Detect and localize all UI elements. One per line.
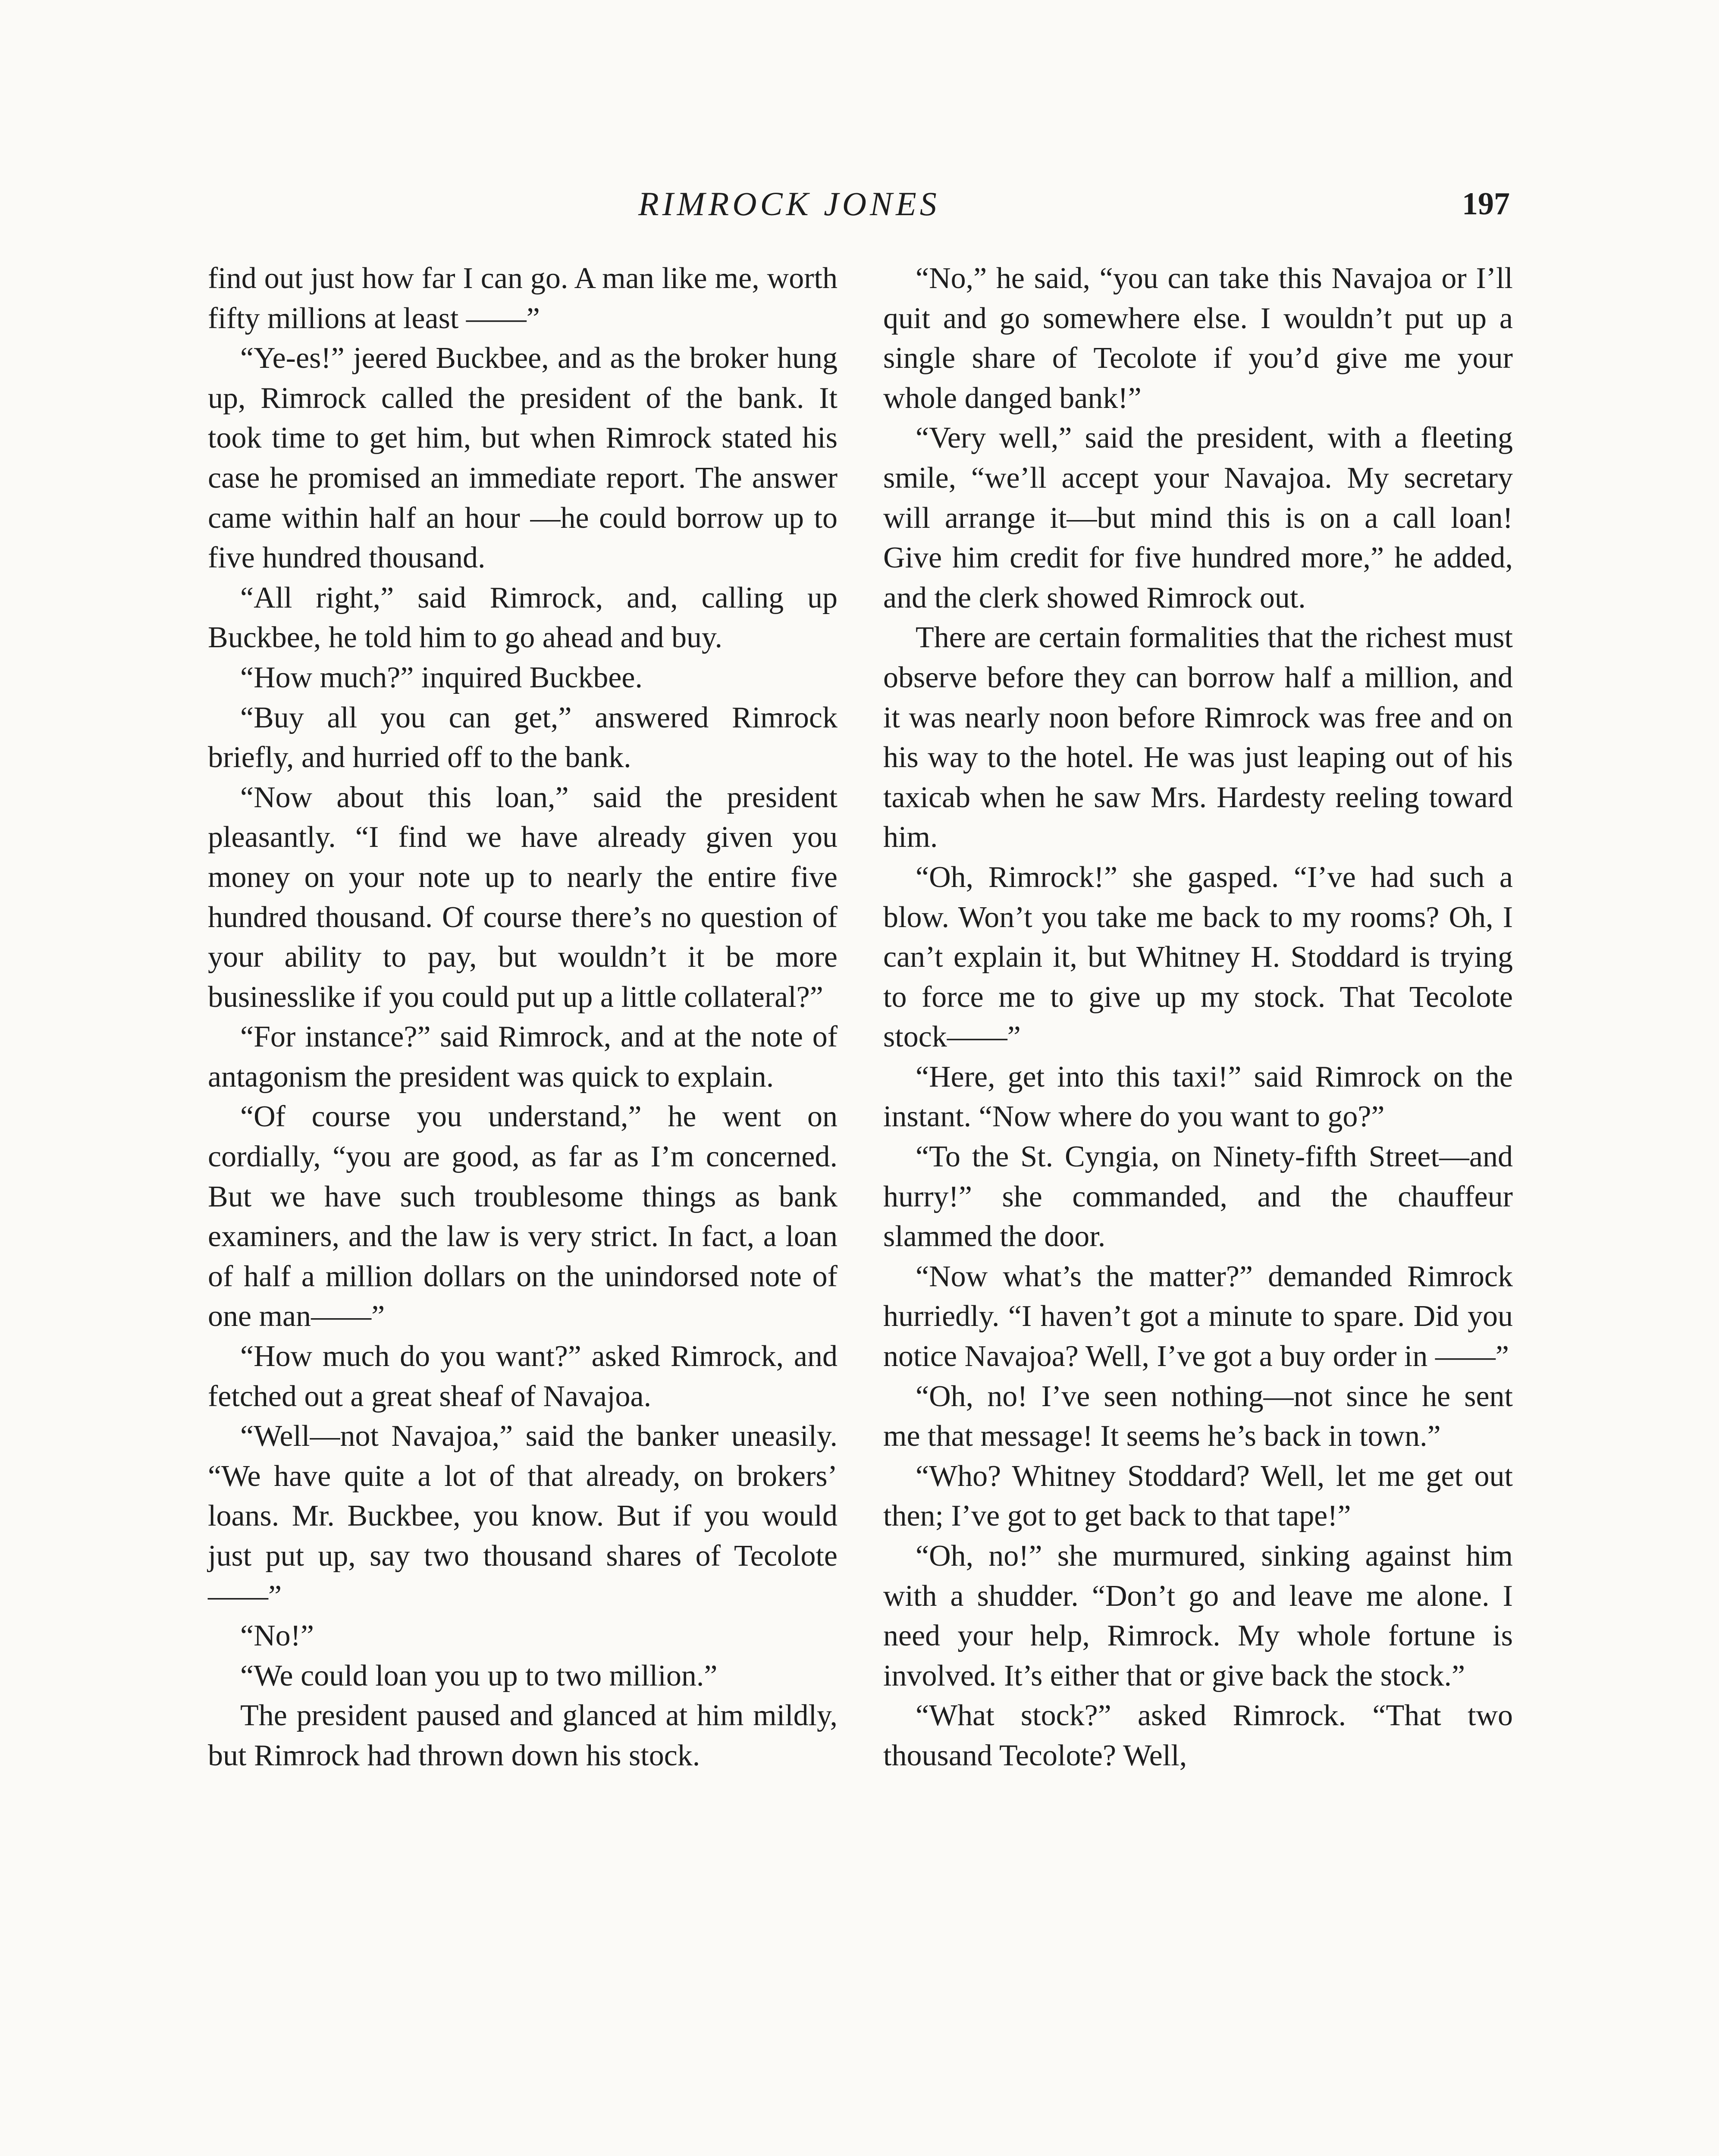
paragraph: “Here, get into this taxi!” said Rimrock on the instant. “Now where do you want to go?”	[883, 1060, 1513, 1134]
paragraph: “Now what’s the matter?” demanded Rimrock hurriedly. “I haven’t got a minute to spare. Did you notice Navajoa? Well, I’ve got a buy order in ——”	[883, 1260, 1513, 1373]
paragraph: “How much do you want?” asked Rimrock, and fetched out a great sheaf of Navajoa.	[208, 1340, 838, 1413]
paragraph: There are certain formalities that the richest must observe before they can borrow half a million, and it was nearly noon before Rimrock was free and on his way to the hotel. He was just leaping out of his taxicab when he saw Mrs. Hardesty reeling toward him.	[883, 621, 1513, 854]
running-title: RIMROCK JONES	[638, 185, 940, 222]
paragraph: “We could loan you up to two million.”	[240, 1659, 718, 1692]
paragraph: “Very well,” said the president, with a fleeting smile, “we’ll accept your Navajoa. My secretary will arrange it—but mind this is on a call loan! Give him credit for five hundred more,” he added, and the clerk showed Rimrock out.	[883, 421, 1513, 614]
paragraph: “No,” he said, “you can take this Navajoa or I’ll quit and go somewhere else. I wouldn’t put up a single share of Tecolote if you’d give me your whole danged bank!”	[883, 262, 1513, 415]
paragraph: “Well—not Navajoa,” said the banker uneasily. “We have quite a lot of that already, on brokers’ loans. Mr. Buckbee, you know. But if you would just put up, say two thousand shares of Tecolote——”	[208, 1420, 838, 1613]
left-column	[208, 259, 838, 1776]
paragraph: “Oh, no! I’ve seen nothing—not since he sent me that message! It seems he’s back in town.”	[883, 1379, 1513, 1453]
paragraph: The president paused and glanced at him mildly, but Rimrock had thrown down his stock.	[208, 1699, 838, 1772]
paragraph: “How much?” inquired Buckbee.	[240, 661, 643, 694]
paragraph: find out just how far I can go. A man like me, worth fifty millions at least ——”	[208, 262, 838, 335]
paragraph: “Of course you understand,” he went on cordially, “you are good, as far as I’m concerned. But we have such troublesome things as bank examiners, and the law is very strict. In fact, a loan of half a million dollars on the unindorsed note of one man——”	[208, 1100, 838, 1333]
paragraph: “To the St. Cyngia, on Ninety-fifth Street—and hurry!” she commanded, and the chauffeur slammed the door.	[883, 1140, 1513, 1253]
paragraph: “Ye-es!” jeered Buckbee, and as the broker hung up, Rimrock called the president of the bank. It took time to get him, but when Rimrock stated his case he promised an immediate report. The answer came within half an hour —he could borrow up to five hundred thousand.	[208, 342, 838, 575]
paragraph: “No!”	[240, 1619, 314, 1653]
running-head	[0, 180, 1719, 228]
paragraph: “For instance?” said Rimrock, and at the note of antagonism the president was quick to explain.	[208, 1020, 838, 1094]
paragraph: “Who? Whitney Stoddard? Well, let me get out then; I’ve got to get back to that tape!”	[883, 1459, 1513, 1533]
paragraph: “Now about this loan,” said the president pleasantly. “I find we have already given you money on your note up to nearly the entire five hundred thousand. Of course there’s no question of your ability to pay, but wouldn’t it be more businesslike if you could put up a little collateral?”	[208, 780, 838, 1014]
page-number: 197	[1462, 186, 1510, 222]
paragraph: “What stock?” asked Rimrock. “That two thousand Tecolote? Well,	[883, 1699, 1513, 1772]
paragraph: “Buy all you can get,” answered Rimrock briefly, and hurried off to the bank.	[208, 701, 838, 774]
paragraph: “All right,” said Rimrock, and, calling up Buckbee, he told him to go ahead and buy.	[208, 581, 838, 655]
paragraph: “Oh, Rimrock!” she gasped. “I’ve had such a blow. Won’t you take me back to my rooms? Oh, I can’t explain it, but Whitney H. Stoddard is trying to force me to give up my stock. That Tecolote stock——”	[883, 860, 1513, 1054]
paragraph: “Oh, no!” she murmured, sinking against him with a shudder. “Don’t go and leave me alone. I need your help, Rimrock. My whole fortune is involved. It’s either that or give back the stock.”	[883, 1539, 1513, 1692]
right-column	[883, 259, 1513, 1776]
